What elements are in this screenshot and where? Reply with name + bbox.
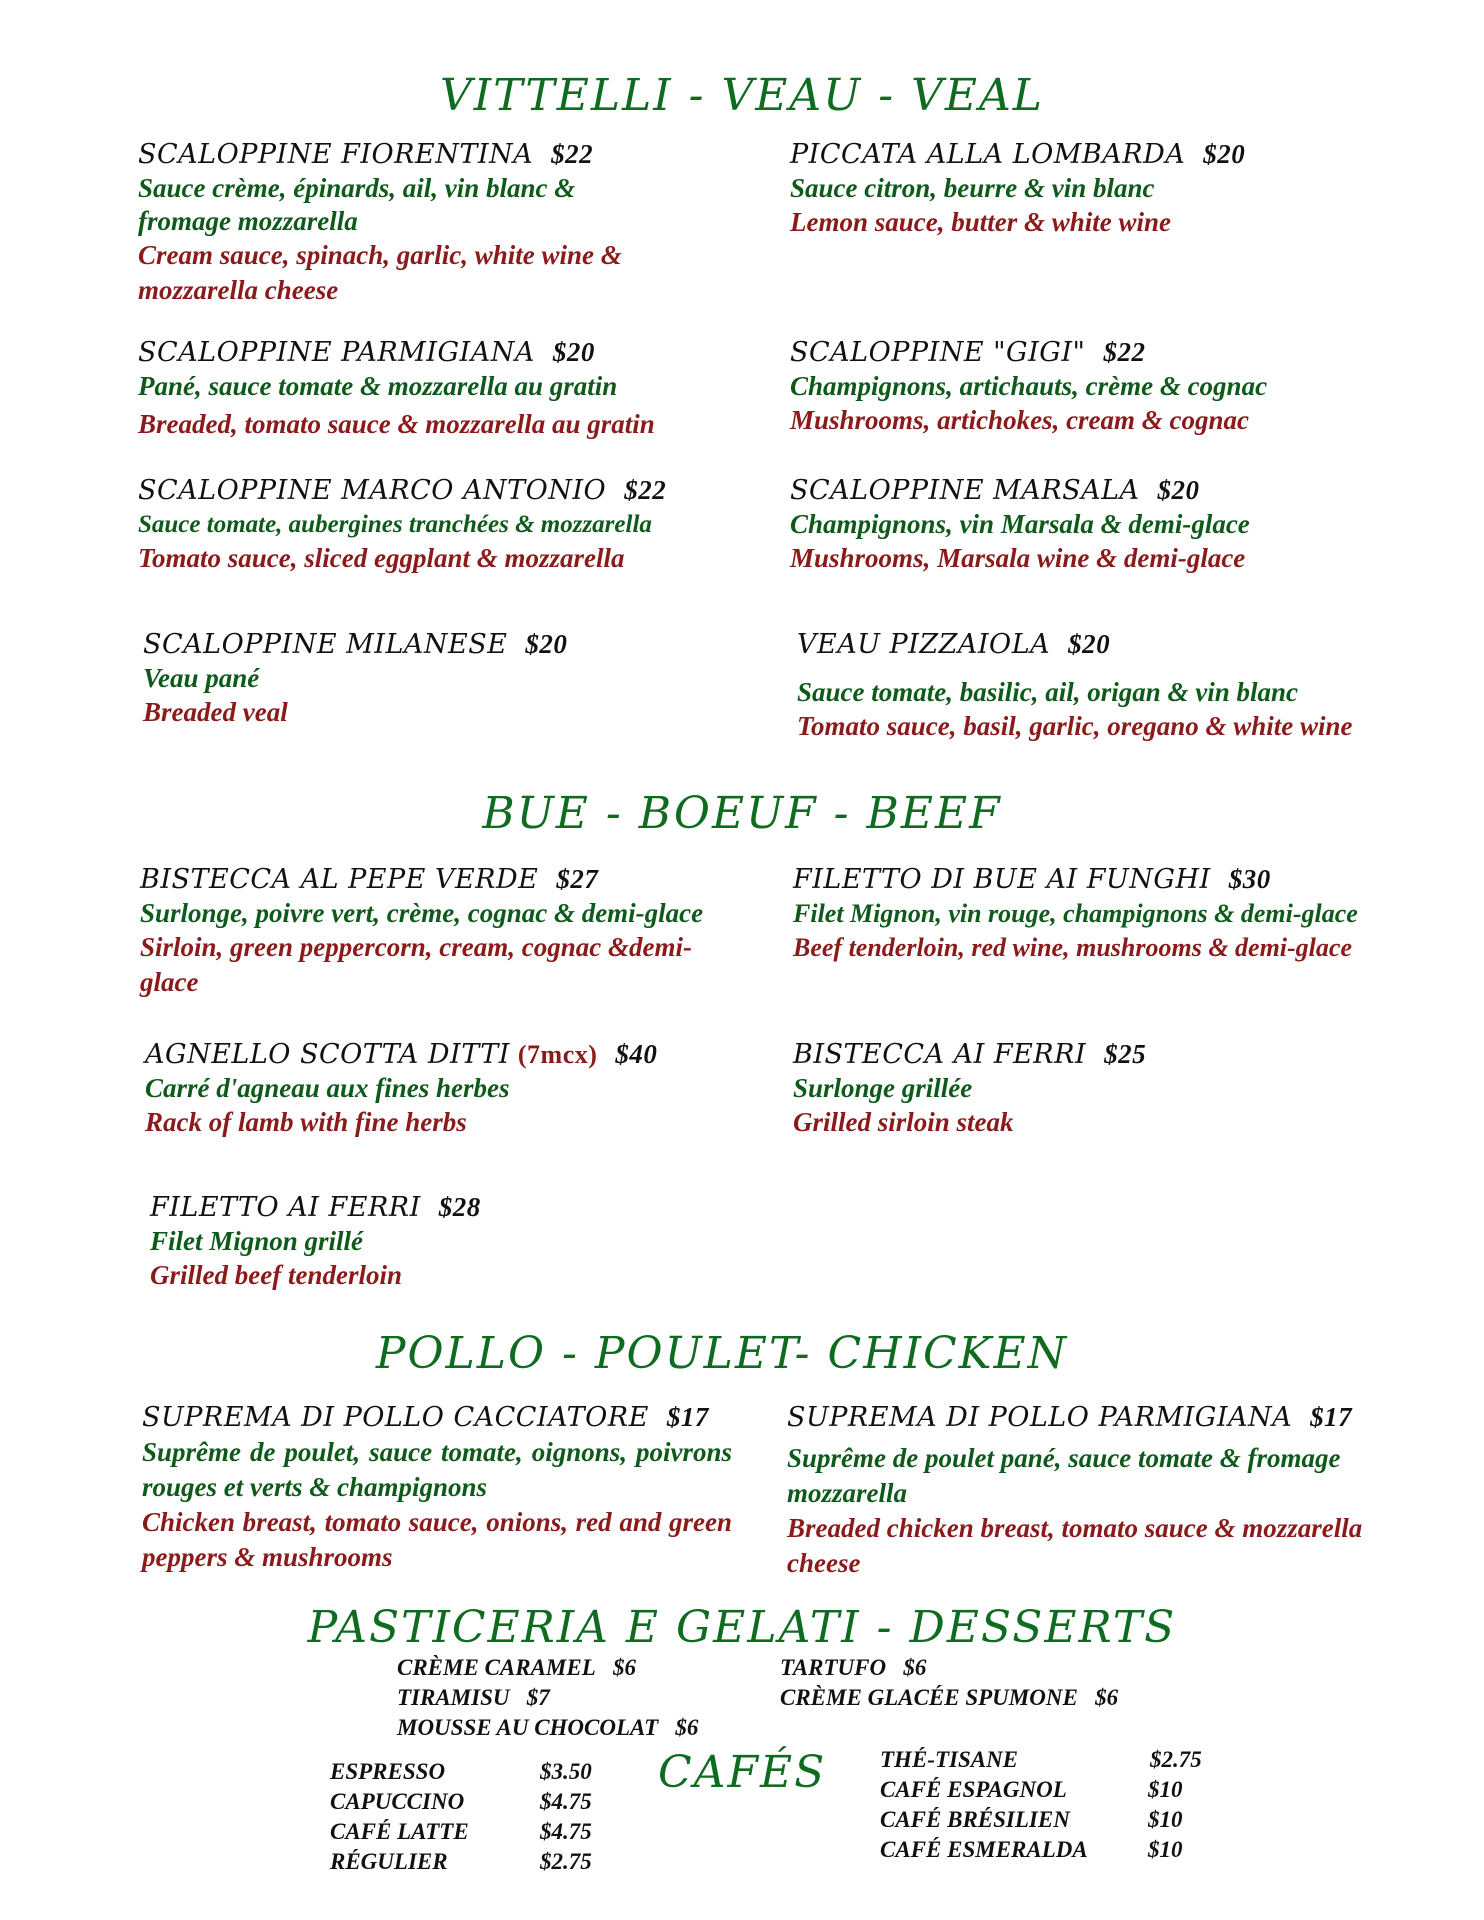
cafe-label: RÉGULIER: [330, 1849, 448, 1874]
item-desc-fr: Filet Mignon grillé: [150, 1226, 364, 1256]
section-title-desserts: PASTICERIA E GELATI - DESSERTS: [307, 1602, 1177, 1653]
menu-item: [143, 627, 763, 730]
menu-item: [138, 137, 758, 308]
item-name: SCALOPPINE MILANESE: [143, 629, 508, 660]
item-price: $22: [624, 475, 667, 505]
item-price: $22: [551, 139, 594, 169]
menu-item: [793, 862, 1413, 965]
item-price: $27: [556, 864, 599, 894]
item-desc-fr: Champignons, artichauts, crème & cognac: [790, 371, 1268, 401]
item-desc-fr: Surlonge grillée: [793, 1073, 973, 1103]
item-desc-en: Breaded, tomato sauce & mozzarella au gratin: [138, 409, 655, 439]
item-name: SCALOPPINE MARCO ANTONIO: [138, 475, 607, 506]
cafe-item: [880, 1775, 1183, 1805]
cafe-item: [330, 1787, 592, 1817]
item-desc-fr: Veau pané: [143, 663, 260, 693]
menu-item: [142, 1400, 762, 1575]
cafe-label: CAPUCCINO: [330, 1789, 465, 1814]
cafe-label: CAFÉ ESMERALDA: [880, 1837, 1088, 1862]
item-desc-en: Tomato sauce, basil, garlic, oregano & white wine: [797, 711, 1353, 741]
dessert-item: [780, 1683, 1118, 1713]
dessert-item: [780, 1653, 926, 1683]
cafe-label: THÉ-TISANE: [880, 1747, 1019, 1772]
dessert-item: [397, 1683, 550, 1713]
item-desc-fr: Sauce tomate, aubergines tranchées & mozzarella: [138, 511, 652, 538]
item-desc-en: Mushrooms, Marsala wine & demi-glace: [790, 543, 1246, 573]
item-desc-en: Grilled beef tenderloin: [150, 1260, 402, 1290]
item-desc-fr: Sauce tomate, basilic, ail, origan & vin blanc: [797, 677, 1299, 707]
item-name: SCALOPPINE "GIGI": [790, 337, 1086, 368]
item-price: $20: [525, 629, 568, 659]
item-desc-en: Sirloin, green peppercorn, cream, cognac &demi-glace: [140, 932, 692, 997]
item-name: AGNELLO SCOTTA DITTI: [145, 1039, 510, 1070]
cafe-price: $4.75: [540, 1819, 592, 1844]
section-title-cafes: CAFÉS: [658, 1747, 827, 1798]
item-price: $40: [615, 1039, 658, 1069]
item-name: SUPREMA DI POLLO CACCIATORE: [142, 1402, 649, 1433]
section-title-beef: BUE - BOEUF - BEEF: [482, 788, 1002, 839]
item-desc-en: Lemon sauce, butter & white wine: [790, 207, 1172, 237]
item-price: $20: [552, 337, 595, 367]
item-desc-en: Grilled sirloin steak: [793, 1107, 1014, 1137]
item-price: $20: [1068, 629, 1111, 659]
item-desc-en: Beef tenderloin, red wine, mushrooms & demi-glace: [793, 933, 1352, 962]
item-desc-en: Rack of lamb with fine herbs: [145, 1107, 467, 1137]
item-desc-en: Mushrooms, artichokes, cream & cognac: [790, 405, 1250, 435]
menu-item: [790, 137, 1410, 240]
menu-item: [140, 862, 760, 1000]
dessert-price: $7: [526, 1685, 550, 1710]
menu-item: [138, 335, 758, 442]
dessert-label: TIRAMISU: [397, 1685, 510, 1710]
cafe-price: $10: [1148, 1807, 1183, 1832]
item-desc-en: Breaded veal: [143, 697, 288, 727]
item-price: $22: [1103, 337, 1146, 367]
cafe-label: CAFÉ LATTE: [330, 1819, 469, 1844]
item-name: BISTECCA AI FERRI: [793, 1039, 1087, 1070]
dessert-price: $6: [675, 1715, 699, 1740]
cafe-price: $2.75: [1150, 1747, 1202, 1772]
cafe-label: ESPRESSO: [330, 1759, 446, 1784]
cafe-price: $4.75: [540, 1789, 592, 1814]
dessert-item: [397, 1653, 636, 1683]
item-name: SCALOPPINE MARSALA: [790, 475, 1140, 506]
item-name: SCALOPPINE FIORENTINA: [138, 139, 534, 170]
cafe-item: [880, 1805, 1183, 1835]
item-desc-fr: Filet Mignon, vin rouge, champignons & demi-glace: [793, 899, 1358, 928]
item-note: (7mcx): [517, 1040, 598, 1069]
item-desc-en: Tomato sauce, sliced eggplant & mozzarella: [138, 543, 625, 573]
cafe-item: [330, 1757, 592, 1787]
item-desc-fr: Suprême de poulet pané, sauce tomate & fromage mozzarella: [787, 1443, 1341, 1508]
cafe-item: [880, 1835, 1183, 1865]
dessert-label: MOUSSE AU CHOCOLAT: [397, 1715, 659, 1740]
item-desc-fr: Carré d'agneau aux fines herbes: [145, 1073, 510, 1103]
section-title-veal: VITTELLI - VEAU - VEAL: [440, 70, 1044, 121]
cafe-price: $10: [1148, 1777, 1183, 1802]
dessert-item: [397, 1713, 698, 1743]
cafe-price: $3.50: [540, 1759, 592, 1784]
item-desc-fr: Surlonge, poivre vert, crème, cognac & demi-glace: [140, 898, 704, 928]
dessert-price: $6: [613, 1655, 637, 1680]
item-name: BISTECCA AL PEPE VERDE: [140, 864, 539, 895]
item-desc-fr: Pané, sauce tomate & mozzarella au gratin: [138, 371, 618, 401]
menu-item: [793, 1037, 1413, 1140]
item-price: $30: [1228, 864, 1271, 894]
item-desc-en: Breaded chicken breast, tomato sauce & mozzarella cheese: [787, 1513, 1363, 1578]
item-name: PICCATA ALLA LOMBARDA: [790, 139, 1186, 170]
menu-item: [145, 1037, 765, 1140]
item-price: $17: [1310, 1402, 1353, 1432]
cafe-item: [880, 1745, 1202, 1775]
menu-item: [790, 473, 1410, 576]
cafe-price: $2.75: [540, 1849, 592, 1874]
item-desc-en: Chicken breast, tomato sauce, onions, red and green peppers & mushrooms: [142, 1507, 732, 1572]
item-desc-fr: Suprême de poulet, sauce tomate, oignons, poivrons rouges et verts & champignons: [142, 1437, 732, 1502]
cafe-item: [330, 1817, 592, 1847]
dessert-label: CRÈME GLACÉE SPUMONE: [780, 1685, 1078, 1710]
cafe-item: [330, 1847, 592, 1877]
item-price: $25: [1104, 1039, 1147, 1069]
menu-item: [787, 1400, 1407, 1581]
item-name: SUPREMA DI POLLO PARMIGIANA: [787, 1402, 1293, 1433]
menu-item: [150, 1190, 770, 1293]
item-price: $28: [438, 1192, 481, 1222]
item-price: $20: [1203, 139, 1246, 169]
dessert-price: $6: [1095, 1685, 1119, 1710]
cafe-label: CAFÉ ESPAGNOL: [880, 1777, 1067, 1802]
item-desc-fr: Sauce citron, beurre & vin blanc: [790, 173, 1155, 203]
dessert-label: TARTUFO: [780, 1655, 887, 1680]
menu-item: [790, 335, 1410, 438]
dessert-label: CRÈME CARAMEL: [397, 1655, 596, 1680]
item-name: VEAU PIZZAIOLA: [797, 629, 1051, 660]
item-desc-fr: Champignons, vin Marsala & demi-glace: [790, 509, 1250, 539]
item-name: FILETTO AI FERRI: [150, 1192, 421, 1223]
section-title-chicken: POLLO - POULET- CHICKEN: [375, 1328, 1069, 1379]
item-price: $17: [666, 1402, 709, 1432]
cafe-label: CAFÉ BRÉSILIEN: [880, 1807, 1070, 1832]
item-name: FILETTO DI BUE AI FUNGHI: [793, 864, 1211, 895]
item-price: $20: [1157, 475, 1200, 505]
item-desc-en: Cream sauce, spinach, garlic, white wine & mozzarella cheese: [138, 240, 622, 305]
item-desc-fr: Sauce crème, épinards, ail, vin blanc & fromage mozzarella: [138, 173, 576, 236]
menu-item: [138, 473, 758, 576]
dessert-price: $6: [903, 1655, 927, 1680]
cafe-price: $10: [1148, 1837, 1183, 1862]
item-name: SCALOPPINE PARMIGIANA: [138, 337, 535, 368]
menu-item: [797, 627, 1417, 744]
